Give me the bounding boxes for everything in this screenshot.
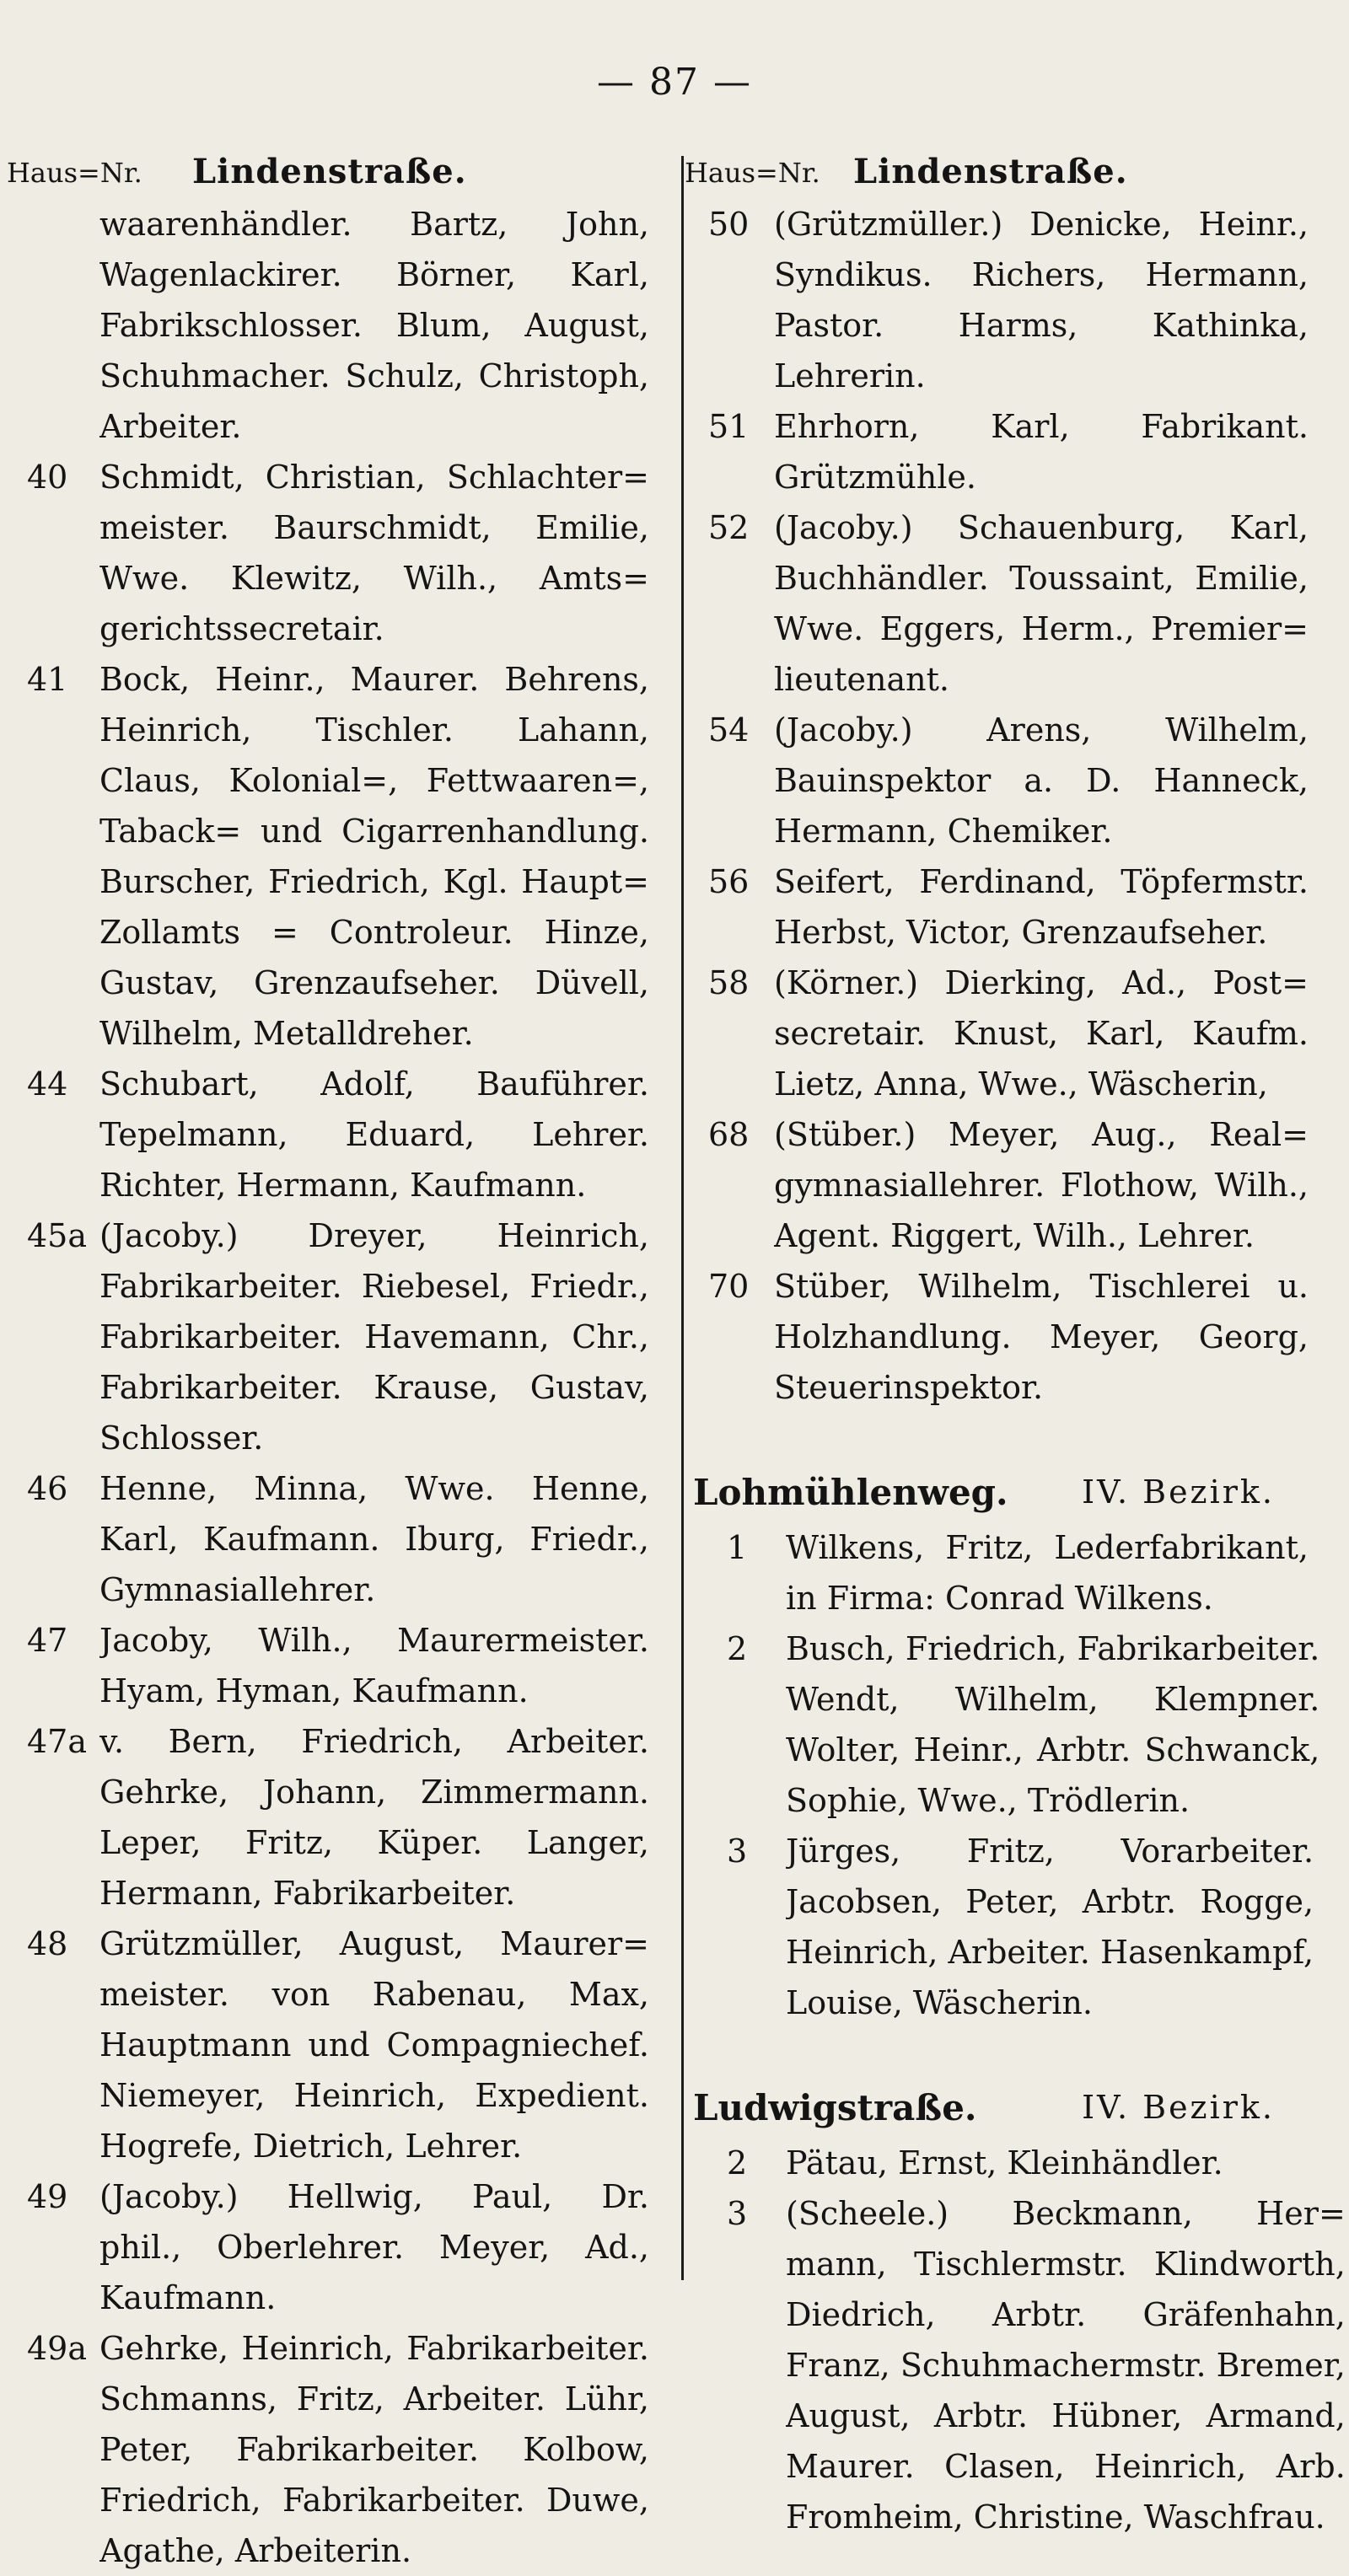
- house-number: 46: [27, 1470, 68, 1507]
- house-entry: [7, 1059, 649, 1210]
- resident-line: Sophie, Wwe., Trödlerin.: [786, 1782, 1190, 1819]
- resident-line: Gymnasiallehrer.: [99, 1571, 376, 1608]
- resident-lines: [786, 1522, 1309, 1623]
- resident-line: (Jacoby.) Hellwig, Paul, Dr.: [99, 2178, 649, 2215]
- house-number: 50: [708, 206, 750, 243]
- resident-line: Heinrich, Tischler. Lahann,: [99, 711, 649, 749]
- house-number: 56: [708, 863, 750, 900]
- house-number: [7, 199, 99, 452]
- resident-line: (Stüber.) Meyer, Aug., Real=: [774, 1116, 1309, 1153]
- resident-lines: [99, 199, 649, 452]
- left-column: [7, 152, 649, 2576]
- house-entry: [685, 1109, 1309, 1261]
- section-heading-ludwigstrasse: [685, 2087, 1309, 2138]
- street-title: Lindenstraße.: [192, 152, 467, 191]
- resident-line: Richter, Hermann, Kaufmann.: [99, 1167, 587, 1204]
- section-street-name: Ludwigstraße.: [693, 2087, 977, 2128]
- resident-lines: [774, 856, 1309, 958]
- resident-lines: [99, 1059, 649, 1210]
- resident-lines: [786, 2138, 1309, 2188]
- resident-lines: [99, 1210, 649, 1463]
- resident-lines: [774, 958, 1309, 1109]
- house-entry: [685, 1826, 1314, 2028]
- section-heading-lohmuehlenweg: [685, 1472, 1309, 1522]
- resident-line: meister. Baurschmidt, Emilie,: [99, 509, 649, 546]
- house-entry: [7, 452, 649, 654]
- house-number: 1: [727, 1529, 748, 1566]
- resident-line: in Firma: Conrad Wilkens.: [786, 1580, 1213, 1617]
- resident-lines: [99, 2323, 649, 2576]
- resident-line: Schubart, Adolf, Bauführer.: [99, 1065, 649, 1103]
- house-number: 40: [27, 459, 68, 496]
- resident-lines: [786, 1826, 1314, 2028]
- resident-line: Syndikus. Richers, Hermann,: [774, 256, 1309, 293]
- house-entry: [7, 1716, 649, 1919]
- resident-line: Fabrikschlosser. Blum, August,: [99, 307, 649, 344]
- house-entry: [685, 856, 1309, 958]
- house-number: 45a: [27, 1217, 88, 1254]
- section-entries-ludwigstrasse: [685, 2138, 1346, 2542]
- house-number: 48: [27, 1925, 68, 1962]
- resident-lines: [99, 1716, 649, 1919]
- house-entry: [7, 1919, 649, 2171]
- resident-lines: [774, 401, 1309, 502]
- resident-lines: [99, 1615, 649, 1716]
- resident-line: Karl, Kaufmann. Iburg, Friedr.,: [99, 1521, 649, 1558]
- resident-line: Wwe. Klewitz, Wilh., Amts=: [99, 560, 649, 597]
- resident-line: Agent. Riggert, Wilh., Lehrer.: [774, 1217, 1255, 1254]
- house-number: 68: [708, 1116, 750, 1153]
- resident-line: Grützmüller, August, Maurer=: [99, 1925, 649, 1962]
- house-number: 3: [727, 1833, 748, 1870]
- resident-line: August, Arbtr. Hübner, Armand,: [786, 2397, 1346, 2434]
- resident-line: (Jacoby.) Schauenburg, Karl,: [774, 509, 1309, 546]
- resident-line: v. Bern, Friedrich, Arbeiter.: [99, 1723, 649, 1760]
- resident-line: Taback= und Cigarrenhandlung.: [99, 813, 649, 850]
- house-number: 3: [727, 2195, 748, 2232]
- section-entries-lohmuehlenweg: [685, 1522, 1320, 2028]
- resident-line: Bock, Heinr., Maurer. Behrens,: [99, 661, 649, 698]
- haus-number-label: Haus=Nr.: [685, 157, 820, 189]
- resident-line: secretair. Knust, Karl, Kaufm.: [774, 1015, 1309, 1052]
- column-divider: [681, 156, 684, 2280]
- resident-line: gymnasiallehrer. Flothow, Wilh.,: [774, 1167, 1309, 1204]
- resident-line: Burscher, Friedrich, Kgl. Haupt=: [99, 863, 649, 900]
- house-entry: [685, 705, 1309, 856]
- resident-line: Busch, Friedrich, Fabrikarbeiter.: [786, 1630, 1320, 1667]
- resident-line: (Körner.) Dierking, Ad., Post=: [774, 964, 1309, 1001]
- street-title: Lindenstraße.: [853, 152, 1128, 191]
- house-number: 70: [708, 1268, 750, 1305]
- resident-line: Ehrhorn, Karl, Fabrikant.: [774, 408, 1309, 445]
- resident-line: Fabrikarbeiter. Krause, Gustav,: [99, 1369, 649, 1406]
- resident-line: Steuerinspektor.: [774, 1369, 1044, 1406]
- resident-line: Leper, Fritz, Küper. Langer,: [99, 1824, 649, 1861]
- left-entries: [7, 199, 649, 2576]
- house-entry: [685, 958, 1309, 1109]
- resident-line: Schmanns, Fritz, Arbeiter. Lühr,: [99, 2380, 649, 2418]
- resident-lines: [774, 199, 1309, 401]
- house-entry: [685, 1261, 1309, 1413]
- resident-line: Seifert, Ferdinand, Töpfermstr.: [774, 863, 1309, 900]
- resident-line: Jürges, Fritz, Vorarbeiter.: [786, 1833, 1314, 1870]
- resident-line: meister. von Rabenau, Max,: [99, 1976, 649, 2013]
- resident-line: Wwe. Eggers, Herm., Premier=: [774, 610, 1309, 647]
- house-number: 54: [708, 711, 750, 749]
- house-number: 41: [27, 661, 68, 698]
- resident-line: Hauptmann und Compagniechef.: [99, 2026, 649, 2063]
- section-district: IV. Bezirk.: [1082, 2089, 1275, 2126]
- resident-line: Fabrikarbeiter. Riebesel, Friedr.,: [99, 1268, 649, 1305]
- resident-line: Hyam, Hyman, Kaufmann.: [99, 1672, 529, 1709]
- resident-lines: [99, 452, 649, 654]
- resident-line: Tepelmann, Eduard, Lehrer.: [99, 1116, 649, 1153]
- house-number: 2: [727, 2144, 748, 2182]
- resident-line: Louise, Wäscherin.: [786, 1984, 1093, 2021]
- house-number: 44: [27, 1065, 68, 1103]
- resident-line: Agathe, Arbeiterin.: [99, 2532, 412, 2569]
- house-entry: [7, 2323, 649, 2576]
- resident-line: phil., Oberlehrer. Meyer, Ad.,: [99, 2229, 649, 2266]
- resident-line: Henne, Minna, Wwe. Henne,: [99, 1470, 649, 1507]
- resident-line: Friedrich, Fabrikarbeiter. Duwe,: [99, 2482, 649, 2519]
- resident-lines: [99, 1463, 649, 1615]
- house-number: 47: [27, 1622, 68, 1659]
- resident-line: Buchhändler. Toussaint, Emilie,: [774, 560, 1309, 597]
- resident-line: Pastor. Harms, Kathinka,: [774, 307, 1309, 344]
- house-number: 49: [27, 2178, 68, 2215]
- resident-line: Fromheim, Christine, Waschfrau.: [786, 2498, 1325, 2536]
- house-number: 58: [708, 964, 750, 1001]
- resident-line: Grützmühle.: [774, 459, 976, 496]
- resident-line: Hermann, Chemiker.: [774, 813, 1113, 850]
- resident-line: Franz, Schuhmachermstr. Bremer,: [786, 2347, 1346, 2384]
- resident-line: Schmidt, Christian, Schlachter=: [99, 459, 649, 496]
- resident-lines: [774, 502, 1309, 705]
- resident-line: Stüber, Wilhelm, Tischlerei u.: [774, 1268, 1309, 1305]
- resident-lines: [774, 705, 1309, 856]
- house-entry: [7, 1463, 649, 1615]
- house-entry: [685, 502, 1309, 705]
- resident-line: (Jacoby.) Arens, Wilhelm,: [774, 711, 1309, 749]
- resident-line: Maurer. Clasen, Heinrich, Arb.: [786, 2448, 1346, 2485]
- resident-line: (Scheele.) Beckmann, Her=: [786, 2195, 1346, 2232]
- house-entry: [7, 1615, 649, 1716]
- resident-line: Zollamts = Controleur. Hinze,: [99, 914, 649, 951]
- section-street-name: Lohmühlenweg.: [693, 1472, 1008, 1513]
- house-entry: [7, 1210, 649, 1463]
- house-entry: [685, 1522, 1309, 1623]
- resident-line: Kaufmann.: [99, 2279, 277, 2316]
- resident-line: lieutenant.: [774, 661, 949, 698]
- resident-line: (Jacoby.) Dreyer, Heinrich,: [99, 1217, 649, 1254]
- resident-line: Lietz, Anna, Wwe., Wäscherin,: [774, 1065, 1268, 1103]
- resident-line: Schuhmacher. Schulz, Christoph,: [99, 357, 649, 394]
- house-entry: [685, 2188, 1346, 2542]
- resident-line: Gustav, Grenzaufseher. Düvell,: [99, 964, 649, 1001]
- resident-line: Jacoby, Wilh., Maurermeister.: [99, 1622, 649, 1659]
- resident-line: Lehrerin.: [774, 357, 926, 394]
- haus-number-label: Haus=Nr.: [7, 157, 142, 189]
- left-column-header: [7, 152, 649, 199]
- resident-line: Heinrich, Arbeiter. Hasenkampf,: [786, 1934, 1314, 1971]
- right-column-header: [685, 152, 1309, 199]
- resident-line: Fabrikarbeiter. Havemann, Chr.,: [99, 1318, 649, 1355]
- resident-line: Jacobsen, Peter, Arbtr. Rogge,: [786, 1883, 1314, 1920]
- resident-lines: [99, 1919, 649, 2171]
- resident-line: Wagenlackirer. Börner, Karl,: [99, 256, 649, 293]
- resident-line: Hermann, Fabrikarbeiter.: [99, 1875, 516, 1912]
- house-number: 47a: [27, 1723, 88, 1760]
- resident-line: Wilkens, Fritz, Lederfabrikant,: [786, 1529, 1309, 1566]
- resident-line: Claus, Kolonial=, Fettwaaren=,: [99, 762, 649, 799]
- resident-line: Holzhandlung. Meyer, Georg,: [774, 1318, 1309, 1355]
- resident-line: Wilhelm, Metalldreher.: [99, 1015, 474, 1052]
- house-entry: [685, 1623, 1320, 1826]
- resident-line: Wendt, Wilhelm, Klempner.: [786, 1681, 1320, 1718]
- house-entry: [685, 2138, 1309, 2188]
- resident-line: Gehrke, Heinrich, Fabrikarbeiter.: [99, 2330, 649, 2367]
- resident-line: Arbeiter.: [99, 408, 242, 445]
- right-column: [685, 152, 1346, 2542]
- resident-lines: [99, 2171, 649, 2323]
- house-entry: [7, 654, 649, 1059]
- house-entry: [685, 401, 1309, 502]
- resident-line: mann, Tischlermstr. Klindworth,: [786, 2246, 1346, 2283]
- right-entries: [685, 199, 1309, 1413]
- section-district: IV. Bezirk.: [1082, 1473, 1275, 1511]
- resident-lines: [99, 654, 649, 1059]
- house-number: 52: [708, 509, 750, 546]
- resident-line: waarenhändler. Bartz, John,: [99, 206, 649, 243]
- resident-line: gerichtssecretair.: [99, 610, 384, 647]
- resident-line: Bauinspektor a. D. Hanneck,: [774, 762, 1309, 799]
- resident-lines: [786, 2188, 1346, 2542]
- page-number: — 87 —: [597, 61, 752, 104]
- house-number: 49a: [27, 2330, 88, 2367]
- resident-line: Pätau, Ernst, Kleinhändler.: [786, 2144, 1223, 2182]
- house-number: 2: [727, 1630, 748, 1667]
- resident-line: Gehrke, Johann, Zimmermann.: [99, 1774, 649, 1811]
- resident-line: Herbst, Victor, Grenzaufseher.: [774, 914, 1268, 951]
- resident-line: Diedrich, Arbtr. Gräfenhahn,: [786, 2296, 1346, 2333]
- resident-line: Schlosser.: [99, 1419, 264, 1457]
- resident-line: Peter, Fabrikarbeiter. Kolbow,: [99, 2431, 649, 2468]
- resident-lines: [774, 1109, 1309, 1261]
- resident-line: Niemeyer, Heinrich, Expedient.: [99, 2077, 649, 2114]
- resident-line: Wolter, Heinr., Arbtr. Schwanck,: [786, 1731, 1320, 1768]
- house-number: 51: [708, 408, 750, 445]
- house-entry: [7, 2171, 649, 2323]
- resident-line: (Grützmüller.) Denicke, Heinr.,: [774, 206, 1309, 243]
- resident-lines: [774, 1261, 1309, 1413]
- resident-lines: [786, 1623, 1319, 1826]
- house-entry: [7, 199, 649, 452]
- resident-line: Hogrefe, Dietrich, Lehrer.: [99, 2128, 523, 2165]
- house-entry: [685, 199, 1309, 401]
